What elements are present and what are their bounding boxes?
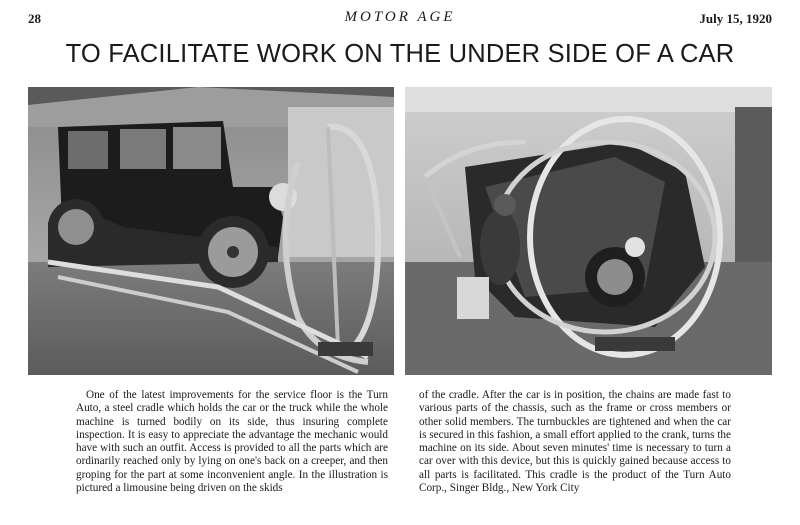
photo-car-turned-on-side — [405, 87, 772, 375]
article-column-right — [419, 389, 731, 495]
page-number: 28 — [28, 11, 41, 26]
issue-date: July 15, 1920 — [699, 11, 772, 26]
page-header — [28, 9, 772, 29]
magazine-title: MOTOR AGE — [344, 9, 456, 25]
article-paragraph-1: One of the latest improvements for the service floor is the Turn Auto, a steel cradle which holds the car or the truck while the whole machine is turned bodily on its side, thus insuring complete inspection. It is easy to appreciate the advantage the mechanic would have with such an outfit. Access is provided to all the parts which are ordinarily reached only by lying on one's back on a creeper, and then groping for the part at some inconvenient angle. In the illustration is pictured a limousine being driven on the skids — [76, 389, 388, 495]
article-column-left — [76, 389, 388, 495]
photo-limousine-on-cradle — [28, 87, 394, 375]
headline: TO FACILITATE WORK ON THE UNDER SIDE OF A CAR — [65, 40, 735, 68]
article-paragraph-2: of the cradle. After the car is in position, the chains are made fast to various parts of the chassis, such as the frame or cross members or other solid members. The turnbuckles are tightened and when the car is secured in this fashion, a small effort applied to the crank, turns the machine on its side. About seven minutes' time is necessary to turn a car over with this device, but this is quickly gained because access to all parts is facilitated. This cradle is the product of the Turn Auto Corp., Singer Bldg., New York City — [419, 389, 731, 495]
